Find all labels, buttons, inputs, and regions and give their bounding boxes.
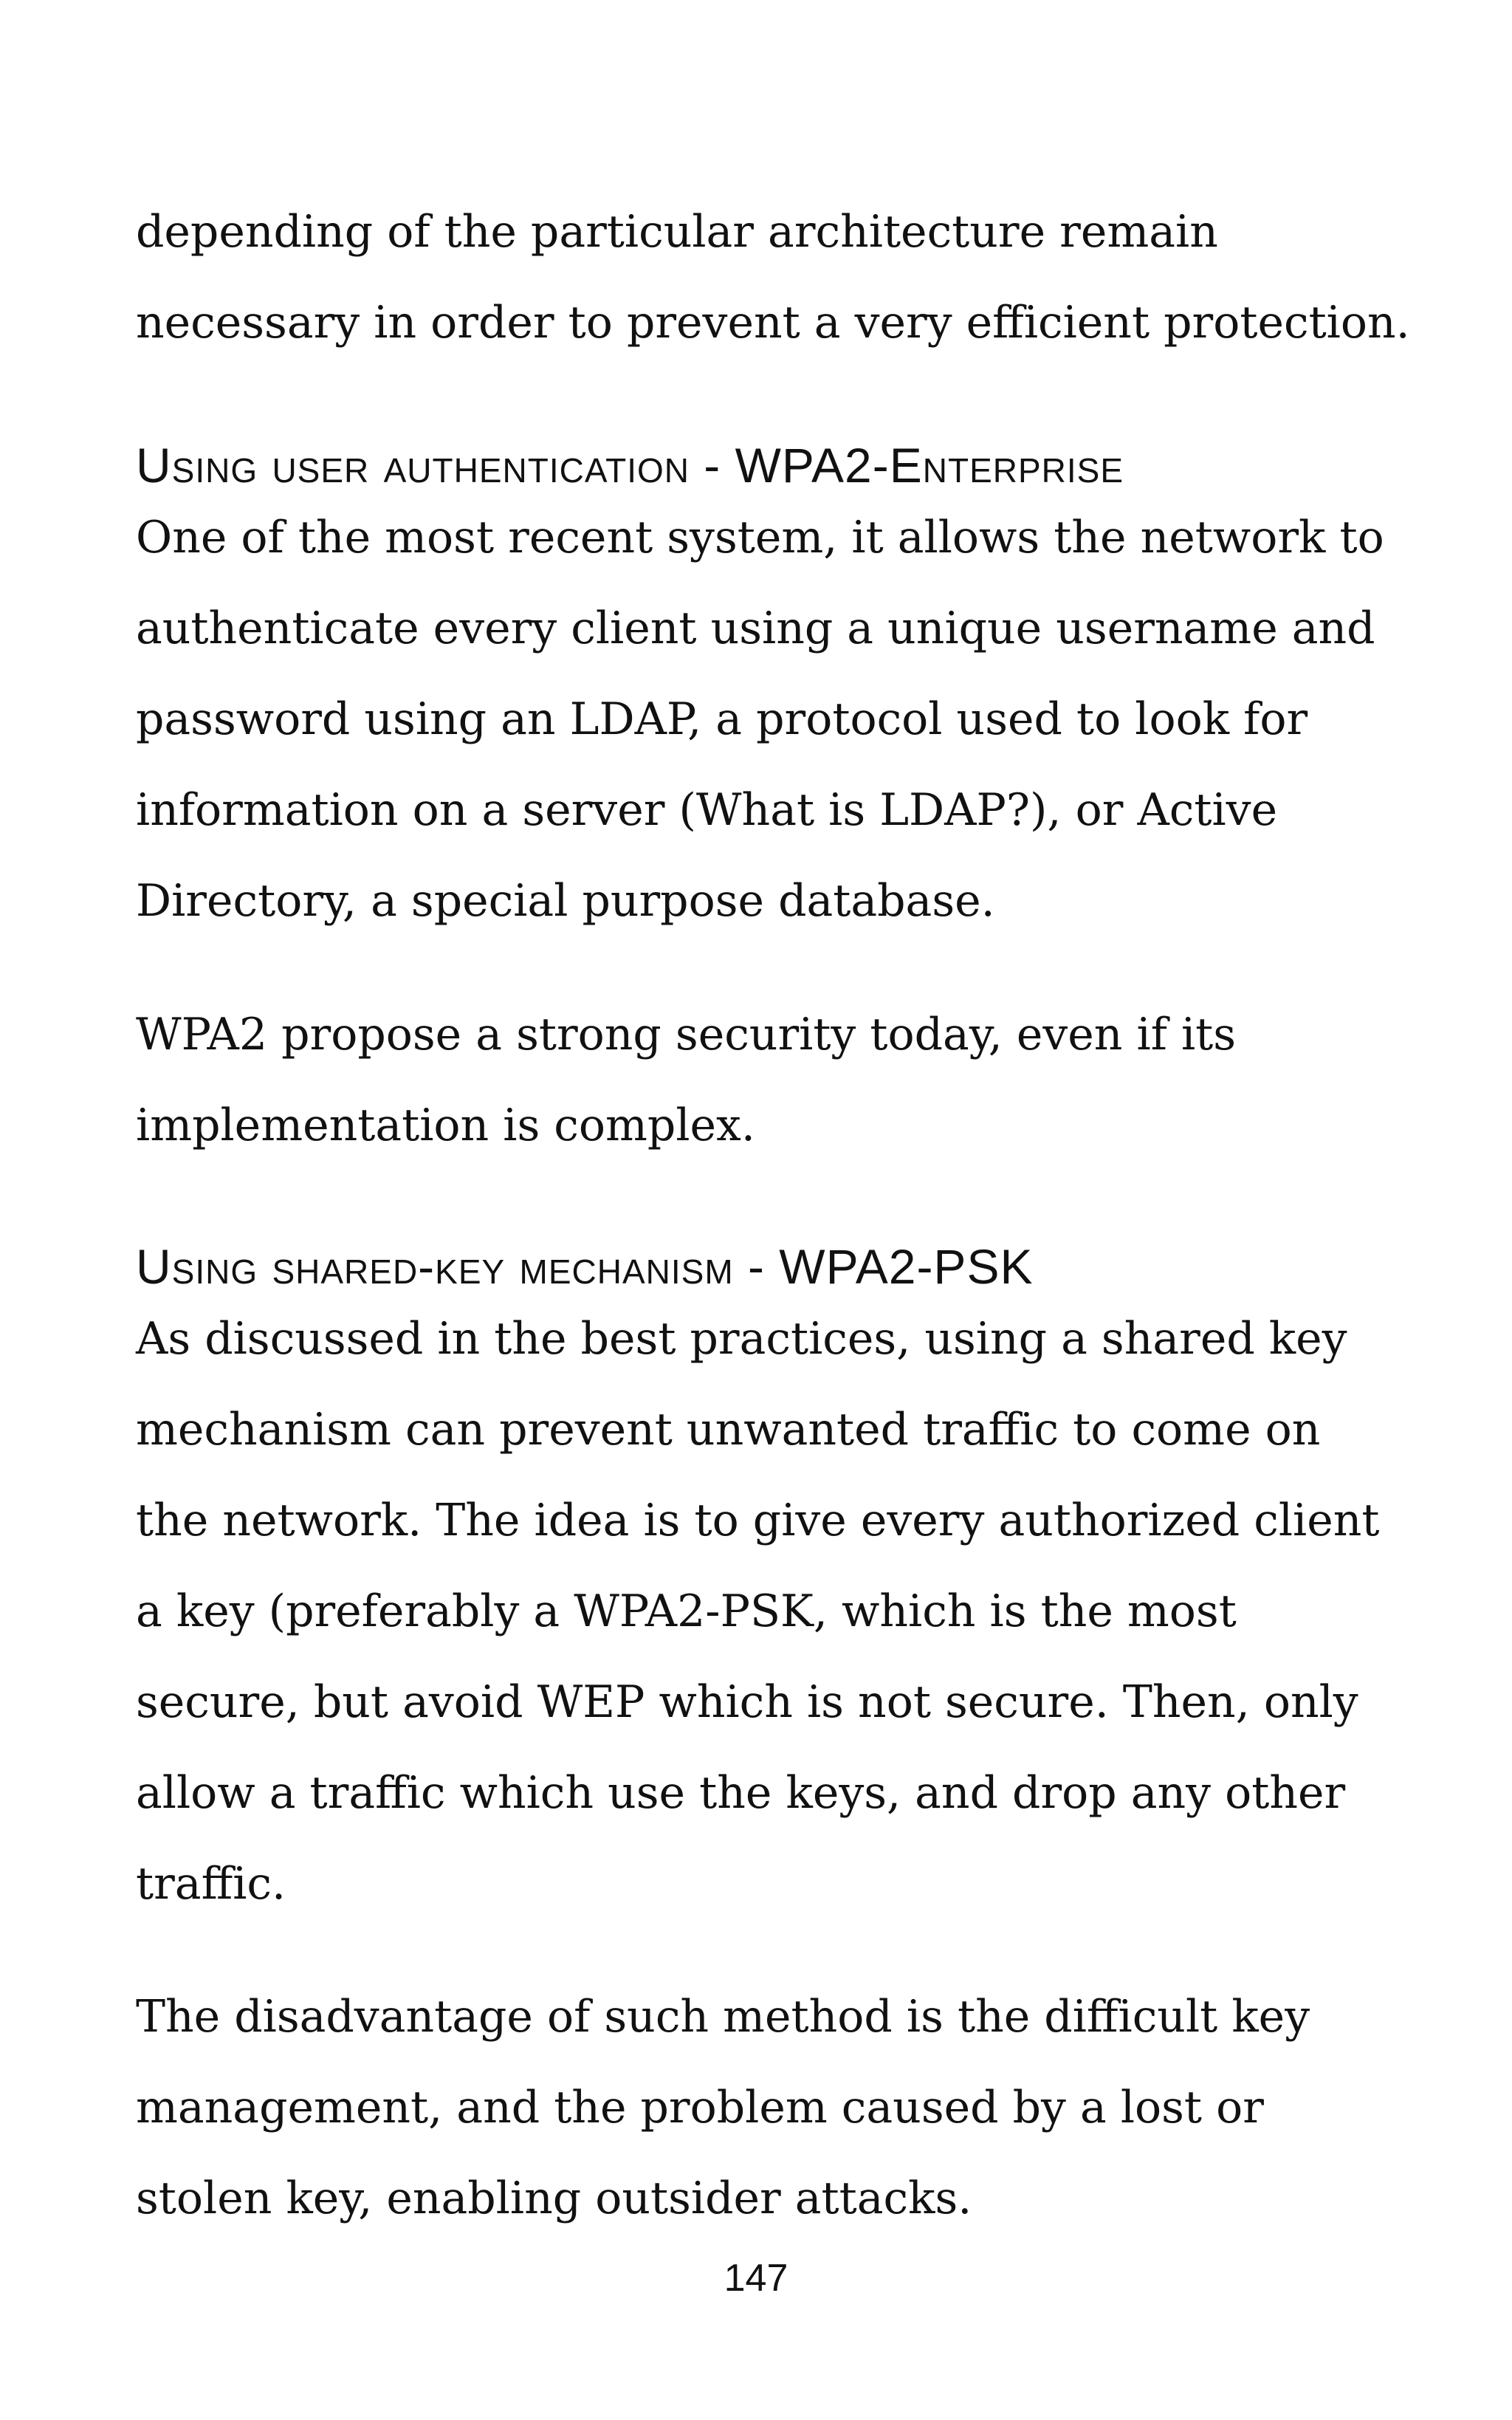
text-line: traffic. [136,1858,286,1910]
text-line: necessary in order to prevent a very efficient protection. [136,297,1410,349]
document-page [136,0,1410,2420]
text-line: allow a traffic which use the keys, and drop any other [136,1767,1346,1819]
text-line: Directory, a special purpose database. [136,875,995,927]
heading-suffix-text: - WPA2- [689,438,890,493]
text-line: management, and the problem caused by a lost or [136,2082,1264,2133]
text-line: information on a server (What is LDAP?), or Active [136,784,1278,836]
text-line: As discussed in the best practices, using a shared key [136,1313,1347,1365]
paragraph-disadvantage [136,1972,1406,2244]
section-heading-wpa2-enterprise [136,432,1124,498]
text-line: One of the most recent system, it allows the network to [136,512,1384,563]
heading-caps-text: Using user authentication [136,438,690,493]
heading-suffix-text: - WPA2-PSK [733,1239,1034,1294]
text-line: the network. The idea is to give every authorized client [136,1495,1380,1546]
text-line: WPA2 propose a strong security today, even if its [136,1009,1237,1060]
text-line: The disadvantage of such method is the difficult key [136,1991,1310,2043]
text-line: authenticate every client using a unique username and [136,603,1375,654]
paragraph-wpa2-strong-security [136,990,1406,1171]
heading-tail-text: Enterprise [889,438,1124,493]
text-line: implementation is complex. [136,1100,755,1151]
text-line: depending of the particular architecture remain [136,206,1218,258]
page-number: 147 [724,2257,788,2300]
text-line: stolen key, enabling outsider attacks. [136,2173,972,2224]
text-line: a key (preferably a WPA2-PSK, which is the most [136,1586,1237,1637]
text-line: mechanism can prevent unwanted traffic to come on [136,1404,1321,1456]
text-line: password using an LDAP, a protocol used to look for [136,693,1308,745]
heading-caps-text: Using shared-key mechanism [136,1239,734,1294]
text-line: secure, but avoid WEP which is not secure. Then, only [136,1676,1358,1728]
paragraph-wpa2-psk [136,1294,1406,1930]
paragraph-architecture [136,187,1410,369]
paragraph-wpa2-enterprise [136,493,1406,947]
section-heading-wpa2-psk [136,1233,1034,1300]
